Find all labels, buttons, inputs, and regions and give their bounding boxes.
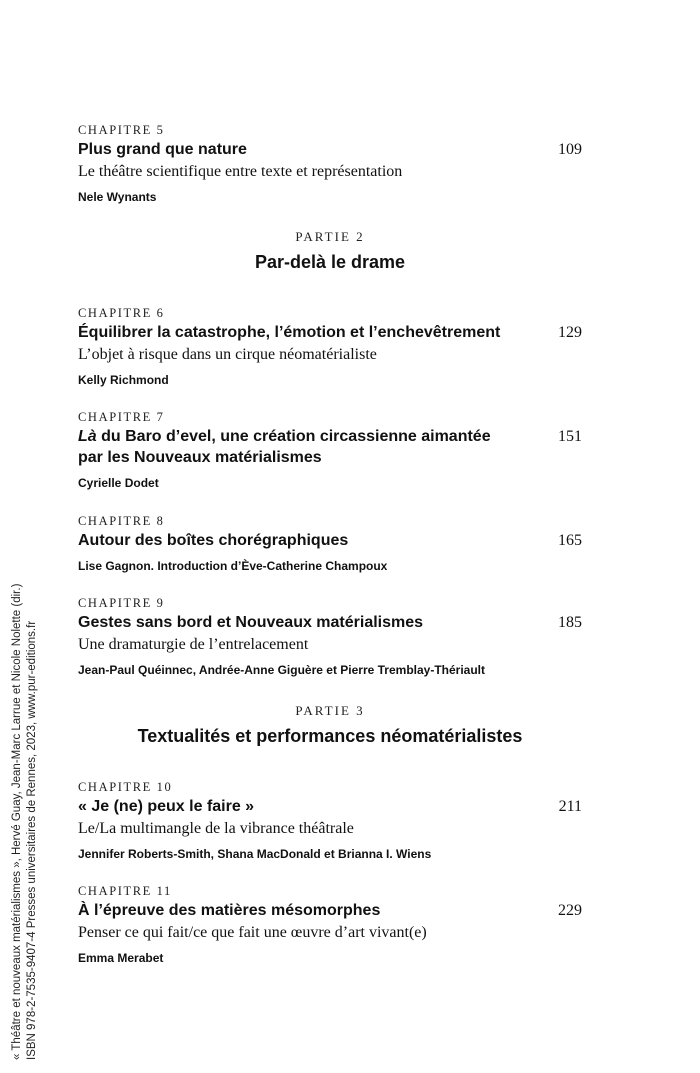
chapter-label: CHAPITRE 10: [78, 780, 173, 794]
chapter-title-rest: du Baro d’evel, une création circassienne aimantée: [96, 428, 491, 445]
chapter-title-italic: Là: [78, 428, 97, 445]
chapter-title: [78, 426, 582, 468]
toc-entry-chapter-7[interactable]: [78, 408, 582, 491]
part-2-heading: [78, 228, 582, 274]
toc-entry-chapter-11[interactable]: [78, 882, 582, 966]
toc-entry-chapter-6[interactable]: [78, 304, 582, 388]
chapter-title: Autour des boîtes chorégraphiques: [78, 532, 349, 549]
part-3-heading: [78, 702, 582, 748]
chapter-subtitle: Le/La multimangle de la vibrance théâtrale: [78, 820, 354, 837]
page-number: 151: [558, 428, 582, 445]
chapter-author: Jennifer Roberts-Smith, Shana MacDonald et Brianna I. Wiens: [78, 847, 432, 861]
chapter-label: CHAPITRE 11: [78, 884, 172, 898]
chapter-author: Lise Gagnon. Introduction d’Ève-Catherine Champoux: [78, 559, 388, 573]
chapter-title: « Je (ne) peux le faire »: [78, 798, 255, 815]
chapter-label: CHAPITRE 9: [78, 596, 165, 610]
side-copyright-note: [10, 470, 70, 1060]
toc-entry-chapter-10[interactable]: [78, 778, 582, 862]
toc-entry-chapter-9[interactable]: [78, 594, 582, 678]
chapter-title: Plus grand que nature: [78, 141, 247, 158]
chapter-label: CHAPITRE 5: [78, 123, 165, 137]
chapter-author: Nele Wynants: [78, 190, 157, 204]
page-number: 109: [558, 141, 582, 158]
page-number: 185: [558, 614, 582, 631]
toc-entry-chapter-8[interactable]: [78, 512, 582, 574]
chapter-title: Gestes sans bord et Nouveaux matérialismes: [78, 614, 424, 631]
chapter-title: À l’épreuve des matières mésomorphes: [78, 902, 381, 919]
chapter-title-line-2: par les Nouveaux matérialismes: [78, 449, 322, 466]
page-number: 229: [558, 902, 582, 919]
side-note-line-1: « Théâtre et nouveaux matérialismes », Hervé Guay, Jean-Marc Larrue et Nicole Nolette (dir.): [11, 583, 23, 1060]
part-title: Textualités et performances néomatérialistes: [137, 726, 523, 746]
page-number: 165: [558, 532, 582, 549]
chapter-subtitle: Penser ce qui fait/ce que fait une œuvre d’art vivant(e): [78, 924, 427, 941]
page-number: 211: [558, 798, 582, 815]
part-label: PARTIE 3: [295, 703, 365, 718]
chapter-author: Emma Merabet: [78, 951, 164, 965]
chapter-subtitle: Une dramaturgie de l’entrelacement: [78, 636, 309, 653]
side-note-line-2: ISBN 978-2-7535-9407-4 Presses universitaires de Rennes, 2023, www.pur-editions.fr: [26, 620, 38, 1060]
chapter-subtitle: Le théâtre scientifique entre texte et représentation: [78, 163, 403, 180]
chapter-label: CHAPITRE 7: [78, 410, 165, 424]
chapter-author: Kelly Richmond: [78, 373, 169, 387]
part-title: Par-delà le drame: [254, 252, 406, 272]
part-label: PARTIE 2: [295, 229, 365, 244]
chapter-subtitle: L’objet à risque dans un cirque néomatérialiste: [78, 346, 377, 363]
chapter-author: Jean-Paul Quéinnec, Andrée-Anne Giguère et Pierre Tremblay-Thériault: [78, 663, 486, 677]
chapter-author: Cyrielle Dodet: [78, 476, 159, 490]
toc-entry-chapter-5[interactable]: [78, 121, 582, 205]
chapter-label: CHAPITRE 6: [78, 306, 165, 320]
page-number: 129: [558, 324, 582, 341]
chapter-title: Équilibrer la catastrophe, l’émotion et l’enchevêtrement: [78, 324, 501, 341]
chapter-label: CHAPITRE 8: [78, 514, 165, 528]
